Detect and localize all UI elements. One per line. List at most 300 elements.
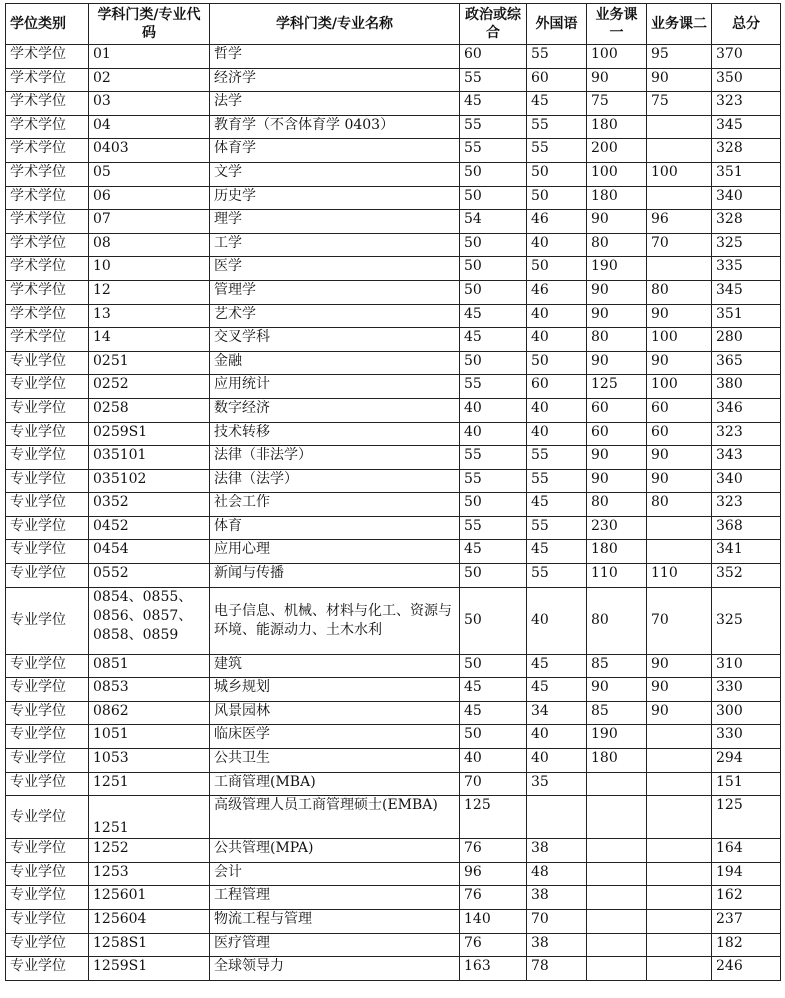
cell-course1: 200 bbox=[587, 139, 647, 163]
cell-name: 建筑 bbox=[210, 654, 460, 678]
cell-code: 1251 bbox=[89, 796, 210, 839]
cell-code: 1252 bbox=[89, 839, 210, 863]
cell-total: 365 bbox=[712, 351, 781, 375]
cell-total: 380 bbox=[712, 375, 781, 399]
cell-course1: 80 bbox=[587, 587, 647, 654]
cell-politics: 50 bbox=[460, 257, 527, 281]
table-row bbox=[6, 796, 781, 839]
table-row bbox=[6, 725, 781, 749]
cell-code: 0258 bbox=[89, 398, 210, 422]
cell-course2 bbox=[647, 257, 712, 281]
cell-foreign: 55 bbox=[527, 446, 587, 470]
cell-foreign: 38 bbox=[527, 933, 587, 957]
cell-course2 bbox=[647, 139, 712, 163]
cell-total: 370 bbox=[712, 45, 781, 69]
table-row bbox=[6, 92, 781, 116]
cell-code: 0252 bbox=[89, 375, 210, 399]
cell-code: 1258S1 bbox=[89, 933, 210, 957]
header-course2: 业务课二 bbox=[647, 4, 712, 45]
cell-total: 330 bbox=[712, 678, 781, 702]
cell-category: 专业学位 bbox=[6, 957, 89, 981]
table-row bbox=[6, 328, 781, 352]
table-row bbox=[6, 516, 781, 540]
cell-category: 学术学位 bbox=[6, 92, 89, 116]
cell-course2: 70 bbox=[647, 587, 712, 654]
header-course1: 业务课一 bbox=[587, 4, 647, 45]
cell-course2: 90 bbox=[647, 654, 712, 678]
cell-politics: 50 bbox=[460, 162, 527, 186]
cell-total: 330 bbox=[712, 725, 781, 749]
cell-course1: 190 bbox=[587, 725, 647, 749]
cell-name: 新闻与传播 bbox=[210, 564, 460, 588]
cell-politics: 55 bbox=[460, 469, 527, 493]
cell-code: 05 bbox=[89, 162, 210, 186]
cell-course2: 100 bbox=[647, 162, 712, 186]
cell-course2: 80 bbox=[647, 280, 712, 304]
cell-category: 专业学位 bbox=[6, 398, 89, 422]
cell-code: 0452 bbox=[89, 516, 210, 540]
cell-code: 035102 bbox=[89, 469, 210, 493]
cell-politics: 50 bbox=[460, 725, 527, 749]
cell-total: 351 bbox=[712, 162, 781, 186]
table-row bbox=[6, 678, 781, 702]
cell-course2 bbox=[647, 957, 712, 981]
cell-politics: 55 bbox=[460, 115, 527, 139]
cell-course2 bbox=[647, 186, 712, 210]
table-row bbox=[6, 957, 781, 981]
cell-code: 04 bbox=[89, 115, 210, 139]
cell-course2: 60 bbox=[647, 422, 712, 446]
cell-foreign: 38 bbox=[527, 886, 587, 910]
cell-code: 02 bbox=[89, 68, 210, 92]
cell-total: 194 bbox=[712, 862, 781, 886]
cell-politics: 55 bbox=[460, 446, 527, 470]
table-row bbox=[6, 351, 781, 375]
cell-course1: 100 bbox=[587, 45, 647, 69]
cell-category: 专业学位 bbox=[6, 886, 89, 910]
cell-foreign: 45 bbox=[527, 678, 587, 702]
table-row bbox=[6, 469, 781, 493]
cell-course1: 180 bbox=[587, 186, 647, 210]
cell-total: 345 bbox=[712, 115, 781, 139]
cell-name: 公共管理(MPA) bbox=[210, 839, 460, 863]
cell-code: 125604 bbox=[89, 910, 210, 934]
cell-name: 艺术学 bbox=[210, 304, 460, 328]
cell-course1: 80 bbox=[587, 493, 647, 517]
cell-course1: 90 bbox=[587, 351, 647, 375]
cell-total: 323 bbox=[712, 92, 781, 116]
cell-course2: 80 bbox=[647, 493, 712, 517]
cell-category: 专业学位 bbox=[6, 749, 89, 773]
cell-foreign: 46 bbox=[527, 280, 587, 304]
header-foreign: 外国语 bbox=[527, 4, 587, 45]
cell-politics: 50 bbox=[460, 233, 527, 257]
cell-code: 13 bbox=[89, 304, 210, 328]
cell-foreign: 34 bbox=[527, 701, 587, 725]
cell-total: 323 bbox=[712, 422, 781, 446]
cell-category: 专业学位 bbox=[6, 933, 89, 957]
cell-category: 学术学位 bbox=[6, 280, 89, 304]
cell-category: 专业学位 bbox=[6, 351, 89, 375]
cell-total: 325 bbox=[712, 233, 781, 257]
cell-name: 法律（法学） bbox=[210, 469, 460, 493]
cell-politics: 55 bbox=[460, 516, 527, 540]
cell-total: 346 bbox=[712, 398, 781, 422]
cell-foreign: 55 bbox=[527, 469, 587, 493]
cell-foreign: 50 bbox=[527, 257, 587, 281]
cell-category: 专业学位 bbox=[6, 469, 89, 493]
cell-foreign: 48 bbox=[527, 862, 587, 886]
table-row bbox=[6, 587, 781, 654]
cell-foreign: 50 bbox=[527, 162, 587, 186]
header-code: 学科门类/专业代码 bbox=[89, 4, 210, 45]
table-row bbox=[6, 139, 781, 163]
cell-code: 0851 bbox=[89, 654, 210, 678]
cell-course2: 90 bbox=[647, 701, 712, 725]
cell-course1: 125 bbox=[587, 375, 647, 399]
cell-name: 金融 bbox=[210, 351, 460, 375]
cell-category: 专业学位 bbox=[6, 493, 89, 517]
cell-category: 学术学位 bbox=[6, 139, 89, 163]
cell-total: 151 bbox=[712, 772, 781, 796]
cell-name: 管理学 bbox=[210, 280, 460, 304]
cell-politics: 50 bbox=[460, 587, 527, 654]
cell-category: 学术学位 bbox=[6, 186, 89, 210]
cell-politics: 50 bbox=[460, 564, 527, 588]
cell-code: 03 bbox=[89, 92, 210, 116]
header-name: 学科门类/专业名称 bbox=[210, 4, 460, 45]
cell-course2: 90 bbox=[647, 469, 712, 493]
cell-code: 0862 bbox=[89, 701, 210, 725]
cell-course1: 90 bbox=[587, 446, 647, 470]
cell-course2: 75 bbox=[647, 92, 712, 116]
cell-course1: 85 bbox=[587, 654, 647, 678]
cell-total: 246 bbox=[712, 957, 781, 981]
cell-category: 专业学位 bbox=[6, 654, 89, 678]
cell-course1: 110 bbox=[587, 564, 647, 588]
cell-politics: 125 bbox=[460, 796, 527, 839]
table-row bbox=[6, 701, 781, 725]
cell-politics: 40 bbox=[460, 749, 527, 773]
cell-category: 专业学位 bbox=[6, 564, 89, 588]
cell-course2: 100 bbox=[647, 328, 712, 352]
cell-course1 bbox=[587, 862, 647, 886]
cell-name: 教育学（不含体育学 0403） bbox=[210, 115, 460, 139]
table-row bbox=[6, 375, 781, 399]
cell-politics: 50 bbox=[460, 493, 527, 517]
table-row bbox=[6, 280, 781, 304]
cell-foreign: 45 bbox=[527, 654, 587, 678]
cell-category: 专业学位 bbox=[6, 725, 89, 749]
cell-name: 城乡规划 bbox=[210, 678, 460, 702]
cell-foreign bbox=[527, 796, 587, 839]
cell-politics: 45 bbox=[460, 328, 527, 352]
cell-code: 0403 bbox=[89, 139, 210, 163]
cell-foreign: 38 bbox=[527, 839, 587, 863]
cell-politics: 76 bbox=[460, 933, 527, 957]
cell-category: 专业学位 bbox=[6, 701, 89, 725]
cell-code: 12 bbox=[89, 280, 210, 304]
cell-course1 bbox=[587, 957, 647, 981]
cell-category: 专业学位 bbox=[6, 422, 89, 446]
cell-course1 bbox=[587, 772, 647, 796]
cell-category: 学术学位 bbox=[6, 162, 89, 186]
cell-total: 343 bbox=[712, 446, 781, 470]
cell-category: 专业学位 bbox=[6, 587, 89, 654]
cell-foreign: 45 bbox=[527, 540, 587, 564]
cell-course2: 60 bbox=[647, 398, 712, 422]
cell-name: 医疗管理 bbox=[210, 933, 460, 957]
cell-course2: 96 bbox=[647, 210, 712, 234]
cell-total: 310 bbox=[712, 654, 781, 678]
table-row bbox=[6, 910, 781, 934]
cell-total: 300 bbox=[712, 701, 781, 725]
cell-total: 341 bbox=[712, 540, 781, 564]
table-row bbox=[6, 493, 781, 517]
cell-course2: 95 bbox=[647, 45, 712, 69]
cell-code: 06 bbox=[89, 186, 210, 210]
table-row bbox=[6, 839, 781, 863]
cell-total: 352 bbox=[712, 564, 781, 588]
cell-category: 专业学位 bbox=[6, 839, 89, 863]
cell-total: 340 bbox=[712, 186, 781, 210]
cell-foreign: 45 bbox=[527, 493, 587, 517]
table-row bbox=[6, 210, 781, 234]
cell-politics: 60 bbox=[460, 45, 527, 69]
cell-course1: 60 bbox=[587, 398, 647, 422]
cell-name: 数字经济 bbox=[210, 398, 460, 422]
cell-politics: 45 bbox=[460, 540, 527, 564]
cell-course2 bbox=[647, 862, 712, 886]
cell-category: 专业学位 bbox=[6, 772, 89, 796]
cell-name: 体育 bbox=[210, 516, 460, 540]
cell-foreign: 40 bbox=[527, 233, 587, 257]
cell-foreign: 60 bbox=[527, 375, 587, 399]
cell-course2 bbox=[647, 933, 712, 957]
cell-code: 1253 bbox=[89, 862, 210, 886]
cell-foreign: 55 bbox=[527, 516, 587, 540]
cell-total: 280 bbox=[712, 328, 781, 352]
cell-category: 学术学位 bbox=[6, 210, 89, 234]
cell-category: 学术学位 bbox=[6, 45, 89, 69]
cell-politics: 55 bbox=[460, 68, 527, 92]
cell-course2: 110 bbox=[647, 564, 712, 588]
cell-foreign: 55 bbox=[527, 564, 587, 588]
table-row bbox=[6, 862, 781, 886]
cell-course1: 180 bbox=[587, 540, 647, 564]
cell-politics: 140 bbox=[460, 910, 527, 934]
table-row bbox=[6, 162, 781, 186]
cell-name: 物流工程与管理 bbox=[210, 910, 460, 934]
cell-course2 bbox=[647, 725, 712, 749]
cell-code: 01 bbox=[89, 45, 210, 69]
cell-name: 应用统计 bbox=[210, 375, 460, 399]
cell-code: 08 bbox=[89, 233, 210, 257]
cell-name: 交叉学科 bbox=[210, 328, 460, 352]
cell-course1: 75 bbox=[587, 92, 647, 116]
cell-category: 学术学位 bbox=[6, 257, 89, 281]
cell-name: 医学 bbox=[210, 257, 460, 281]
cell-category: 专业学位 bbox=[6, 862, 89, 886]
cell-name: 体育学 bbox=[210, 139, 460, 163]
table-row bbox=[6, 233, 781, 257]
cell-code: 0259S1 bbox=[89, 422, 210, 446]
cell-category: 专业学位 bbox=[6, 796, 89, 839]
cell-name: 应用心理 bbox=[210, 540, 460, 564]
cell-course1 bbox=[587, 839, 647, 863]
cell-total: 350 bbox=[712, 68, 781, 92]
cell-foreign: 50 bbox=[527, 351, 587, 375]
table-row bbox=[6, 422, 781, 446]
cell-code: 1259S1 bbox=[89, 957, 210, 981]
table-row bbox=[6, 886, 781, 910]
cell-course2: 90 bbox=[647, 678, 712, 702]
cell-code: 0552 bbox=[89, 564, 210, 588]
table-row bbox=[6, 749, 781, 773]
cell-foreign: 40 bbox=[527, 328, 587, 352]
cell-course2: 90 bbox=[647, 446, 712, 470]
cell-course2: 100 bbox=[647, 375, 712, 399]
cell-category: 专业学位 bbox=[6, 375, 89, 399]
cell-politics: 70 bbox=[460, 772, 527, 796]
cell-course2 bbox=[647, 910, 712, 934]
cell-course2 bbox=[647, 839, 712, 863]
cell-course2: 90 bbox=[647, 351, 712, 375]
cell-code: 07 bbox=[89, 210, 210, 234]
cell-name: 公共卫生 bbox=[210, 749, 460, 773]
cell-politics: 163 bbox=[460, 957, 527, 981]
cell-foreign: 60 bbox=[527, 68, 587, 92]
cell-name: 会计 bbox=[210, 862, 460, 886]
cell-total: 328 bbox=[712, 139, 781, 163]
cell-category: 学术学位 bbox=[6, 233, 89, 257]
cell-foreign: 55 bbox=[527, 115, 587, 139]
table-row bbox=[6, 115, 781, 139]
cell-category: 学术学位 bbox=[6, 304, 89, 328]
cell-course1: 90 bbox=[587, 469, 647, 493]
cell-name: 电子信息、机械、材料与化工、资源与环境、能源动力、土木水利 bbox=[210, 587, 460, 654]
cell-course2: 90 bbox=[647, 68, 712, 92]
cell-name: 理学 bbox=[210, 210, 460, 234]
cell-politics: 45 bbox=[460, 92, 527, 116]
table-row bbox=[6, 257, 781, 281]
cell-course2 bbox=[647, 540, 712, 564]
cell-course2 bbox=[647, 796, 712, 839]
cell-total: 368 bbox=[712, 516, 781, 540]
cell-foreign: 40 bbox=[527, 587, 587, 654]
cell-total: 162 bbox=[712, 886, 781, 910]
table-row bbox=[6, 772, 781, 796]
cell-code: 0454 bbox=[89, 540, 210, 564]
table-row bbox=[6, 540, 781, 564]
cell-name: 风景园林 bbox=[210, 701, 460, 725]
cell-course1: 90 bbox=[587, 210, 647, 234]
cell-course1 bbox=[587, 933, 647, 957]
cell-code: 035101 bbox=[89, 446, 210, 470]
cell-course1 bbox=[587, 886, 647, 910]
cell-course1: 90 bbox=[587, 678, 647, 702]
table-body bbox=[6, 45, 781, 981]
cell-course2 bbox=[647, 749, 712, 773]
cell-total: 351 bbox=[712, 304, 781, 328]
cell-category: 专业学位 bbox=[6, 540, 89, 564]
header-total: 总分 bbox=[712, 4, 781, 45]
cell-category: 专业学位 bbox=[6, 446, 89, 470]
cell-code: 1053 bbox=[89, 749, 210, 773]
cell-politics: 55 bbox=[460, 375, 527, 399]
cell-politics: 50 bbox=[460, 351, 527, 375]
cell-category: 专业学位 bbox=[6, 910, 89, 934]
cell-politics: 50 bbox=[460, 654, 527, 678]
cell-name: 法学 bbox=[210, 92, 460, 116]
score-table bbox=[5, 3, 781, 981]
cell-politics: 45 bbox=[460, 304, 527, 328]
cell-course1: 80 bbox=[587, 233, 647, 257]
cell-course1 bbox=[587, 796, 647, 839]
cell-course1: 180 bbox=[587, 115, 647, 139]
table-row bbox=[6, 186, 781, 210]
cell-total: 237 bbox=[712, 910, 781, 934]
cell-foreign: 50 bbox=[527, 186, 587, 210]
cell-foreign: 40 bbox=[527, 725, 587, 749]
cell-total: 325 bbox=[712, 587, 781, 654]
cell-total: 125 bbox=[712, 796, 781, 839]
cell-course1: 190 bbox=[587, 257, 647, 281]
cell-total: 294 bbox=[712, 749, 781, 773]
cell-total: 164 bbox=[712, 839, 781, 863]
table-row bbox=[6, 68, 781, 92]
cell-politics: 76 bbox=[460, 886, 527, 910]
cell-name: 工商管理(MBA) bbox=[210, 772, 460, 796]
cell-foreign: 55 bbox=[527, 45, 587, 69]
cell-course2 bbox=[647, 886, 712, 910]
cell-foreign: 78 bbox=[527, 957, 587, 981]
cell-code: 1251 bbox=[89, 772, 210, 796]
cell-foreign: 40 bbox=[527, 304, 587, 328]
cell-course2 bbox=[647, 516, 712, 540]
cell-politics: 40 bbox=[460, 422, 527, 446]
cell-total: 335 bbox=[712, 257, 781, 281]
cell-category: 学术学位 bbox=[6, 68, 89, 92]
cell-code: 14 bbox=[89, 328, 210, 352]
cell-course2: 70 bbox=[647, 233, 712, 257]
cell-foreign: 45 bbox=[527, 92, 587, 116]
cell-course1: 85 bbox=[587, 701, 647, 725]
cell-course1: 90 bbox=[587, 280, 647, 304]
cell-name: 社会工作 bbox=[210, 493, 460, 517]
cell-total: 340 bbox=[712, 469, 781, 493]
cell-course1: 90 bbox=[587, 304, 647, 328]
cell-politics: 45 bbox=[460, 701, 527, 725]
header-row bbox=[6, 4, 781, 45]
cell-politics: 50 bbox=[460, 280, 527, 304]
cell-course1 bbox=[587, 910, 647, 934]
cell-foreign: 40 bbox=[527, 422, 587, 446]
cell-category: 学术学位 bbox=[6, 328, 89, 352]
cell-course1: 60 bbox=[587, 422, 647, 446]
cell-course1: 80 bbox=[587, 328, 647, 352]
cell-name: 法律（非法学） bbox=[210, 446, 460, 470]
cell-name: 临床医学 bbox=[210, 725, 460, 749]
header-politics: 政治或综合 bbox=[460, 4, 527, 45]
cell-category: 专业学位 bbox=[6, 516, 89, 540]
cell-politics: 45 bbox=[460, 678, 527, 702]
cell-course1: 90 bbox=[587, 68, 647, 92]
cell-total: 345 bbox=[712, 280, 781, 304]
cell-name: 哲学 bbox=[210, 45, 460, 69]
cell-code: 125601 bbox=[89, 886, 210, 910]
cell-politics: 76 bbox=[460, 839, 527, 863]
